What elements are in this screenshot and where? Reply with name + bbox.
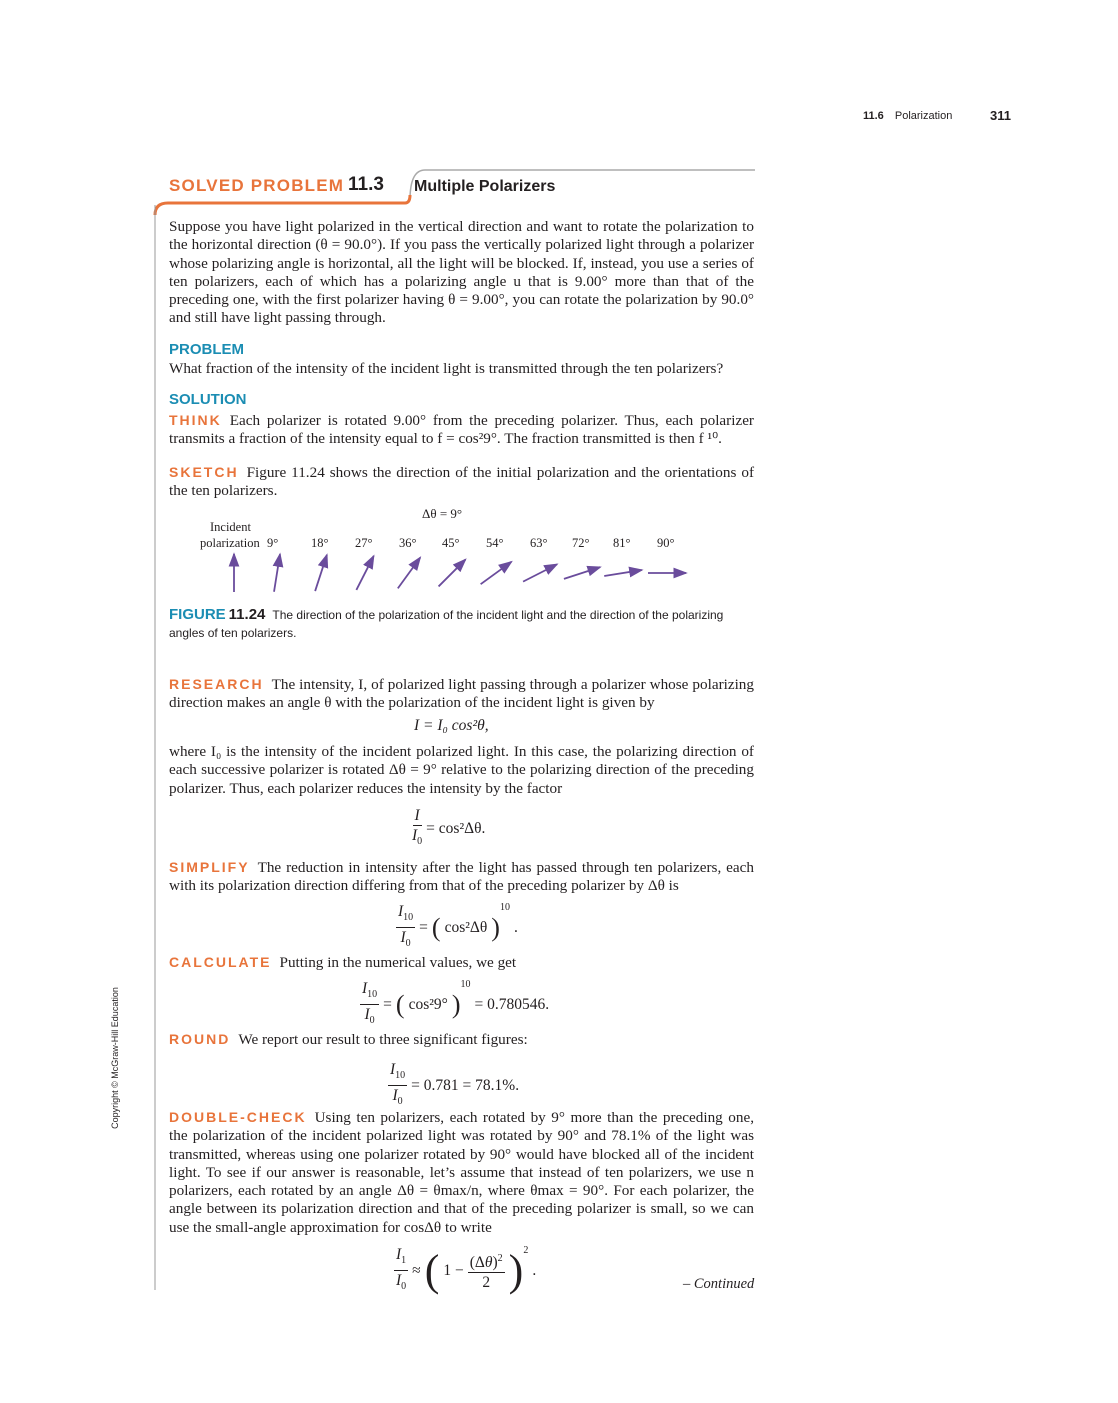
round-paragraph xyxy=(169,1030,754,1049)
problem-number: 11.3 xyxy=(348,174,384,195)
solution-heading: SOLUTION xyxy=(169,391,247,408)
round-keyword: ROUND xyxy=(169,1031,231,1047)
polarizer-arrow xyxy=(439,560,466,587)
equation-factor: $\frac{I}{I_0}$ = cos²Δθ. xyxy=(412,807,486,848)
problem-title: Multiple Polarizers xyxy=(414,178,556,195)
angle-label: 27° xyxy=(355,536,373,550)
equation-inner: cos²Δθ xyxy=(444,918,488,936)
angle-label: 36° xyxy=(399,536,417,550)
equation-result: = 0.780546. xyxy=(474,995,550,1013)
angle-label: 81° xyxy=(613,536,631,550)
equation-rhs: = cos²Δθ. xyxy=(426,819,486,837)
equation-result: = 0.781 = 78.1%. xyxy=(411,1076,520,1094)
angle-label: 18° xyxy=(311,536,329,550)
equation-approx: $\frac{I_1}{I_0}$ ≈ ( 1 − $\frac{(\Delta\theta)^2}{2}$ ) $^2$ . xyxy=(396,1245,537,1296)
think-text: Each polarizer is rotated 9.00° from the preceding polarizer. Thus, each polarizer transmits a fraction of the intensity equal to f = cos²9°. The fraction transmitted is then f ¹⁰. xyxy=(169,412,754,448)
research-text: The intensity, I, of polarized light passing through a polarizer whose polarizing direction makes an angle θ with the polarization of the incident light is given by xyxy=(169,676,754,712)
polarizer-arrow xyxy=(564,567,600,579)
intro-paragraph: Suppose you have light polarized in the vertical direction and want to rotate the polarization to the horizontal direction (θ = 90.0°). If you pass the vertically polarized light through a polarizer whose polarizing angle is horizontal, all the light will be blocked. If, instead, you use a series of ten polarizers, each of which has a polarizing angle u that is 9.00° more than that of the preceding one, with the first polarizer having θ = 9.00°, you can rotate the polarization by 90.0° and still have light passing through. xyxy=(169,218,754,327)
simplify-keyword: SIMPLIFY xyxy=(169,859,250,875)
problem-heading: PROBLEM xyxy=(169,341,244,358)
sketch-keyword: SKETCH xyxy=(169,464,239,480)
equation-intensity: I = I₀ cos²θ, xyxy=(414,717,489,734)
angle-label: 45° xyxy=(442,536,460,550)
polarizer-arrow xyxy=(523,564,557,581)
research-continued: where I₀ is the intensity of the incident polarized light. In this case, the polarizing direction of each successive polarizer is rotated Δθ = 9° relative to the polarizing direction of the preceding polarizer. Thus, each polarizer reduces the intensity by the factor xyxy=(169,743,754,797)
angle-label: 90° xyxy=(657,536,675,550)
figure-number: 11.24 xyxy=(228,606,266,623)
angle-label: 63° xyxy=(530,536,548,550)
problem-text: What fraction of the intensity of the incident light is transmitted through the ten polarizers? xyxy=(169,360,724,377)
equation-calc: $\frac{I_{10}}{I_0}$ = ( cos²9° ) $^{10}$ = 0.780546. xyxy=(362,979,550,1027)
polarizer-arrow xyxy=(604,570,642,576)
research-keyword: RESEARCH xyxy=(169,676,264,692)
copyright: Copyright © McGraw-Hill Education xyxy=(110,987,120,1129)
angle-label: 54° xyxy=(486,536,504,550)
incident-label-line1: Incident xyxy=(210,520,251,534)
double-check-paragraph xyxy=(169,1108,754,1237)
incident-label-line2: polarization xyxy=(200,536,260,550)
figure-caption xyxy=(169,606,754,642)
equation-exponent: 10 xyxy=(460,979,471,990)
angle-label: 72° xyxy=(572,536,590,550)
double-check-text: Using ten polarizers, each rotated by 9° more than the preceding one, the polarization of the incident polarized light was rotated by 90° and 78.1% of the light was transmitted, whereas using one polarizer rotated by 90° would have blocked all of the incident light. To see if our answer is reasonable, let’s assume that instead of ten polarizers, we use n polarizers, each rotated by an angle Δθ = θmax/n, where θmax = 90°. For each polarizer, the angle between its polarization direction and that of the preceding polarizer is small, so we can use the small-angle approximation for cosΔθ to write xyxy=(169,1109,754,1236)
equation-exponent: 10 xyxy=(499,902,510,913)
polarizer-arrow xyxy=(274,554,280,592)
section-title: Polarization xyxy=(894,110,953,122)
polarizer-arrow xyxy=(481,562,512,584)
solved-problem-label: SOLVED PROBLEM xyxy=(169,176,345,195)
double-check-keyword: DOUBLE-CHECK xyxy=(169,1109,307,1125)
angle-label: 9° xyxy=(267,536,279,550)
think-keyword: THINK xyxy=(169,412,222,428)
calculate-paragraph xyxy=(169,953,754,972)
polarization-arrows xyxy=(0,0,1118,640)
simplify-paragraph xyxy=(169,858,754,896)
simplify-text: The reduction in intensity after the light has passed through ten polarizers, each with its polarization direction differing from that of the preceding polarizer by Δθ is xyxy=(169,859,754,895)
polarizer-arrow xyxy=(398,558,420,589)
delta-theta-label: Δθ = 9° xyxy=(422,506,463,521)
continued-label: – Continued xyxy=(683,1276,755,1292)
section-number: 11.6 xyxy=(863,110,884,122)
equation-inner: cos²9° xyxy=(408,995,448,1013)
calculate-keyword: CALCULATE xyxy=(169,954,272,970)
round-text: We report our result to three significant figures: xyxy=(238,1031,528,1048)
equation-ten: $\frac{I_{10}}{I_0}$ = ( cos²Δθ ) $^{10}$ . xyxy=(398,902,518,950)
research-paragraph xyxy=(169,675,754,713)
caption-text: The direction of the polarization of the incident light and the direction of the polarizing angles of ten polarizers. xyxy=(169,608,724,640)
equation-round: $\frac{I_{10}}{I_0}$ = 0.781 = 78.1%. xyxy=(390,1061,520,1108)
polarizer-arrow xyxy=(315,555,327,591)
calculate-text: Putting in the numerical values, we get xyxy=(279,954,517,971)
page-number: 311 xyxy=(990,108,1011,123)
sketch-text: Figure 11.24 shows the direction of the initial polarization and the orientations of the ten polarizers. xyxy=(169,464,754,500)
polarizer-arrow xyxy=(356,556,373,590)
figure-label: FIGURE xyxy=(169,606,226,623)
